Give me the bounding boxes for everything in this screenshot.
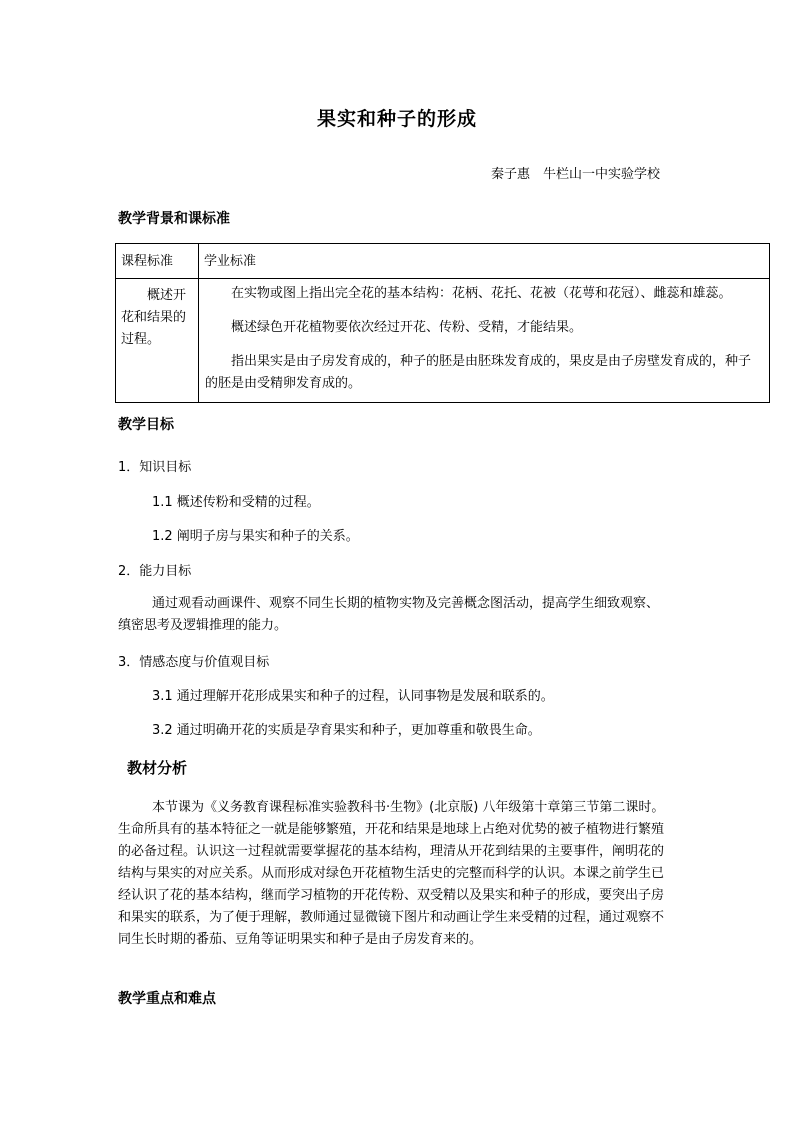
goal-ability: 2．能力目标 — [118, 564, 192, 579]
standard-item: 指出果实是由子房发育成的，种子的胚是由胚珠发育成的，果皮是由子房壁发育成的，种子的胚是由受精卵发育成的。 — [205, 354, 752, 391]
goal-ability-text — [118, 593, 670, 637]
table-row — [116, 279, 770, 403]
section-heading-goals: 教学目标 — [118, 417, 174, 433]
table-header-standard: 课程标准 — [116, 244, 199, 279]
table-cell-academic-standard — [199, 279, 770, 403]
goal-knowledge-item: 1.1 概述传粉和受精的过程。 — [152, 495, 320, 510]
page-title: 果实和种子的形成 — [316, 108, 477, 130]
table-header-academic: 学业标准 — [199, 244, 770, 279]
course-standard-text: 概述开花和结果的过程。 — [121, 288, 187, 347]
standard-item: 概述绿色开花植物要依次经过开花、传粉、受精，才能结果。 — [231, 320, 583, 335]
standards-table — [115, 243, 770, 403]
table-cell-course-standard — [116, 279, 199, 403]
author-line: 秦子惠 牛栏山一中实验学校 — [491, 167, 661, 182]
goal-knowledge-item: 1.2 阐明子房与果实和种子的关系。 — [152, 529, 359, 544]
section-heading-analysis: 教材分析 — [127, 759, 188, 777]
goal-attitude-item: 3.1 通过理解开花形成果实和种子的过程，认同事物是发展和联系的。 — [152, 689, 554, 704]
goal-attitude-item: 3.2 通过明确开花的实质是孕育果实和种子，更加尊重和敬畏生命。 — [152, 723, 541, 738]
standard-item: 在实物或图上指出完全花的基本结构：花柄、花托、花被（花萼和花冠）、雌蕊和雄蕊。 — [231, 286, 732, 301]
goal-knowledge: 1．知识目标 — [118, 460, 192, 475]
table-header-row — [116, 244, 770, 279]
analysis-paragraph — [118, 797, 670, 951]
section-heading-keypoints: 教学重点和难点 — [118, 991, 216, 1007]
analysis-body: 本节课为《义务教育课程标准实验教科书·生物》(北京版) 八年级第十章第三节第二课时。生命所具有的基本特征之一就是能够繁殖，开花和结果是地球上占绝对优势的被子植物进行繁殖的必备过程。认识这一过程就需要掌握花的基本结构，理清从开花到结果的主要事件，阐明花的结构与果实的对应关系。从而形成对绿色开花植物生活史的完整而科学的认识。本课之前学生已经认识了花的基本结构，继而学习植物的开花传粉、双受精以及果实和种子的形成，要突出子房和果实的联系，为了便于理解，教师通过显微镜下图片和动画让学生来受精的过程，通过观察不同生长时期的番茄、豆角等证明果实和种子是由子房发育来的。 — [118, 800, 665, 947]
goal-ability-body: 通过观看动画课件、观察不同生长期的植物实物及完善概念图活动，提高学生细致观察、缜密思考及逻辑推理的能力。 — [118, 596, 660, 633]
section-heading-background: 教学背景和课标准 — [118, 211, 230, 227]
goal-attitude: 3．情感态度与价值观目标 — [118, 655, 270, 670]
